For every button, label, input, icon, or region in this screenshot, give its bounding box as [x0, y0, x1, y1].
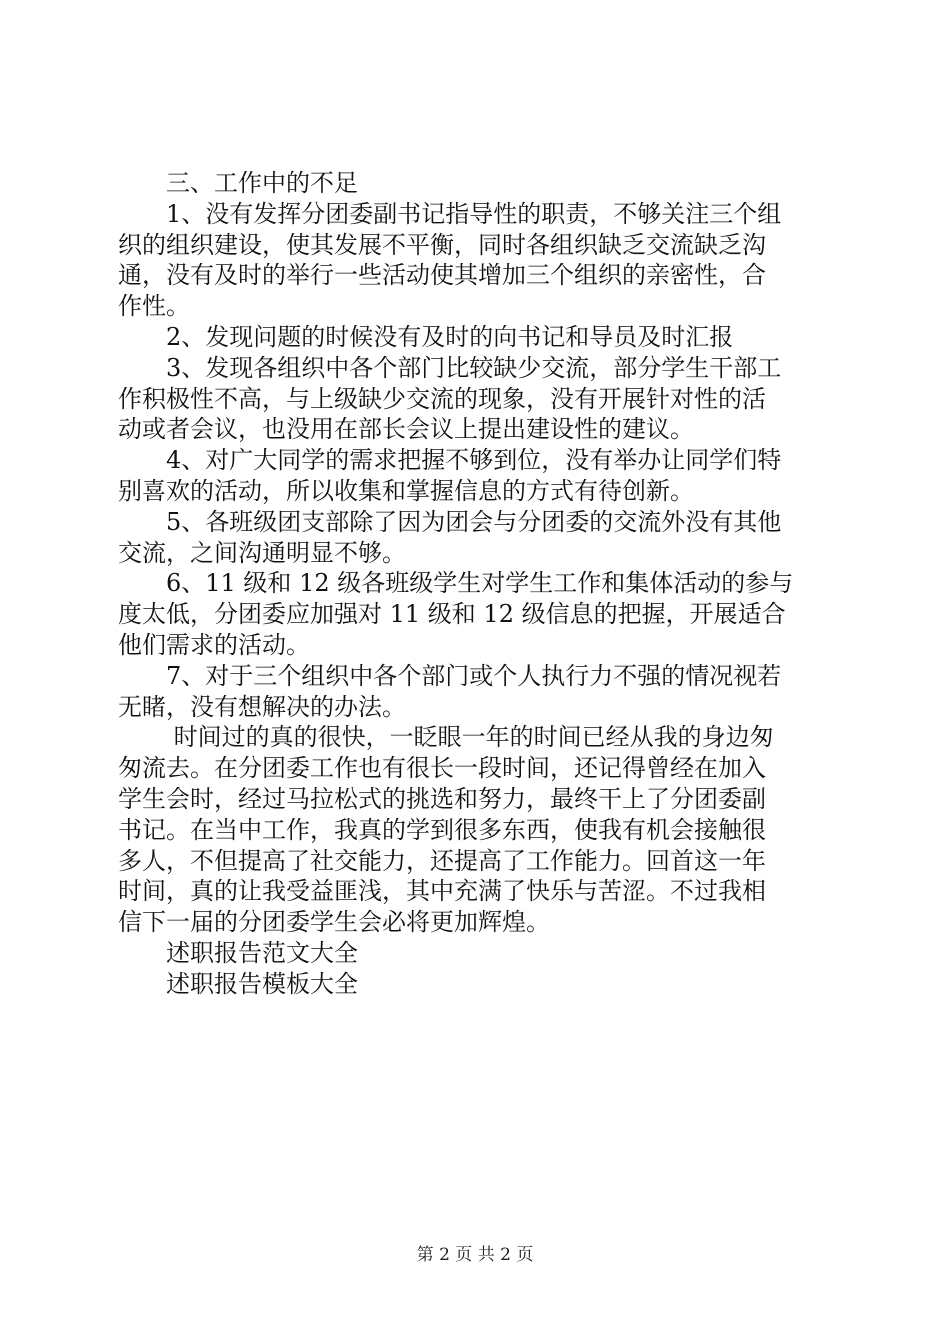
- paragraph-line: 1、没有发挥分团委副书记指导性的职责，不够关注三个组: [118, 199, 782, 228]
- paragraph-line: 作积极性不高，与上级缺少交流的现象，没有开展针对性的活: [118, 384, 766, 413]
- paragraph-line: 6、11 级和 12 级各班级学生对学生工作和集体活动的参与: [118, 569, 794, 598]
- related-link-text: 述职报告范文大全: [118, 938, 358, 967]
- paragraph-line: 书记。在当中工作，我真的学到很多东西，使我有机会接触很: [118, 815, 766, 844]
- paragraph-line: 交流，之间沟通明显不够。: [118, 538, 406, 567]
- paragraph-line: 3、发现各组织中各个部门比较缺少交流，部分学生干部工: [118, 353, 782, 382]
- paragraph-line: 5、各班级团支部除了因为团会与分团委的交流外没有其他: [118, 507, 782, 536]
- paragraph-line: 时间过的真的很快，一眨眼一年的时间已经从我的身边匆: [118, 723, 774, 752]
- paragraph-line: 别喜欢的活动，所以收集和掌握信息的方式有待创新。: [118, 476, 694, 505]
- paragraph-line: 织的组织建设，使其发展不平衡，同时各组织缺乏交流缺乏沟: [118, 230, 766, 259]
- paragraph-line: 2、发现问题的时候没有及时的向书记和导员及时汇报: [118, 322, 734, 351]
- related-link-text: 述职报告模板大全: [118, 969, 358, 998]
- page-footer: 第 2 页 共 2 页: [416, 1245, 534, 1265]
- paragraph-line: 动或者会议，也没用在部长会议上提出建设性的建议。: [118, 415, 694, 444]
- paragraph-line: 多人，不但提高了社交能力，还提高了工作能力。回首这一年: [118, 846, 766, 875]
- paragraph-line: 他们需求的活动。: [118, 630, 310, 659]
- section-heading: 三、工作中的不足: [118, 169, 358, 197]
- paragraph-line: 无睹，没有想解决的办法。: [118, 692, 406, 721]
- paragraph-line: 7、对于三个组织中各个部门或个人执行力不强的情况视若: [118, 661, 782, 690]
- paragraph-line: 作性。: [118, 292, 190, 321]
- paragraph-line: 时间，真的让我受益匪浅，其中充满了快乐与苦涩。不过我相: [118, 877, 766, 906]
- paragraph-line: 度太低，分团委应加强对 11 级和 12 级信息的把握，开展适合: [118, 600, 786, 629]
- paragraph-line: 信下一届的分团委学生会必将更加辉煌。: [118, 908, 550, 937]
- paragraph-line: 学生会时，经过马拉松式的挑选和努力，最终干上了分团委副: [118, 784, 766, 813]
- paragraph-line: 通，没有及时的举行一些活动使其增加三个组织的亲密性，合: [118, 261, 766, 290]
- paragraph-line: 匆流去。在分团委工作也有很长一段时间，还记得曾经在加入: [118, 754, 766, 783]
- paragraph-line: 4、对广大同学的需求把握不够到位，没有举办让同学们特: [118, 446, 782, 475]
- document-body: [118, 168, 838, 1000]
